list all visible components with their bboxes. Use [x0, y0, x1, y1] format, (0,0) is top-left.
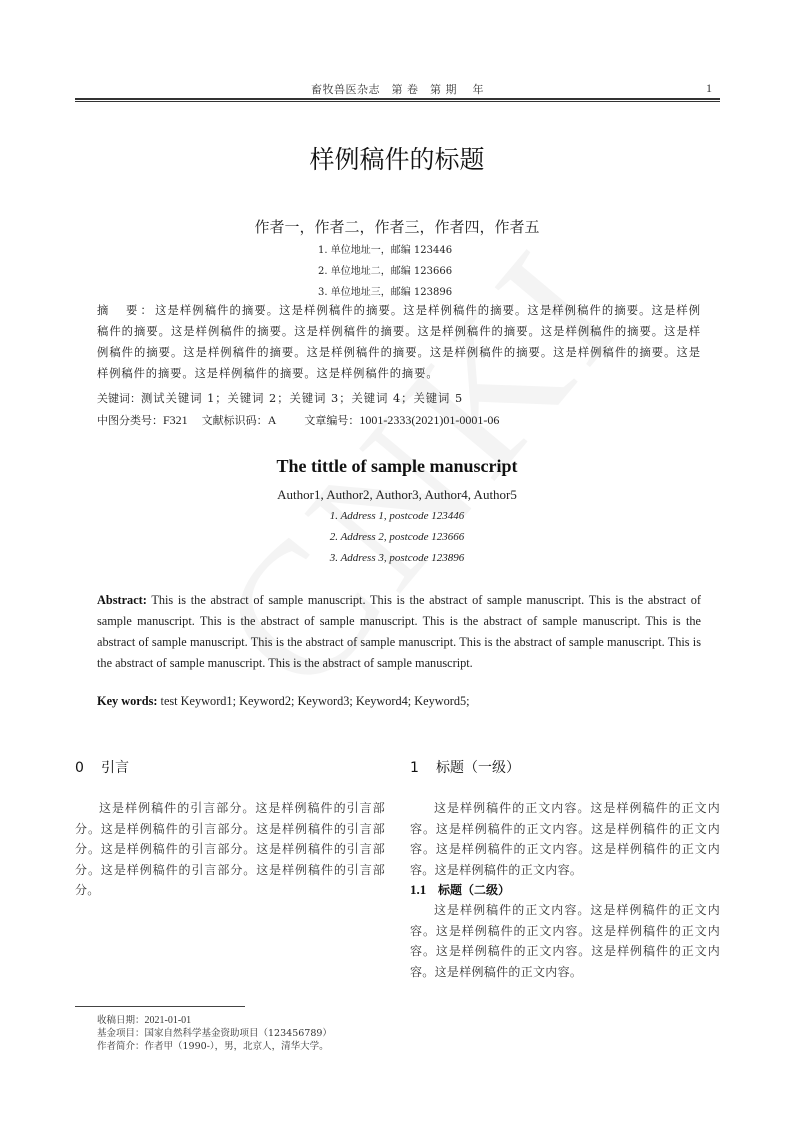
classification-value: F321: [163, 413, 188, 427]
cn-keywords: [97, 390, 463, 406]
cn-abstract-label: 摘 要：: [97, 304, 156, 317]
cn-keywords-label: 关键词：: [97, 392, 141, 405]
cn-abstract-text: 这是样例稿件的摘要。这是样例稿件的摘要。这是样例稿件的摘要。这是样例稿件的摘要。这是样例稿件的摘要。这是样例稿件的摘要。这是样例稿件的摘要。这是样例稿件的摘要。这是样例稿件的摘要。这是样例稿件的摘要。这是样例稿件的摘要。这是样例稿件的摘要。这是样例稿件的摘要。这是样例稿件的摘要。这是样例稿件的摘要。这是样例稿件的摘要。这是样例稿件的摘要。: [97, 304, 701, 380]
cn-affiliation: 3. 单位地址三，邮编 123896: [318, 287, 453, 298]
section-1-1-paragraph: 这是样例稿件的正文内容。这是样例稿件的正文内容。这是样例稿件的正文内容。这是样例稿件的正文内容。这是样例稿件的正文内容。这是样例稿件的正文内容。这是样例稿件的正文内容。: [410, 903, 720, 979]
page-number: 1: [706, 81, 712, 95]
en-keywords: [97, 694, 470, 709]
cn-affiliation: 2. 单位地址二，邮编 123666: [318, 266, 453, 277]
intro-paragraph: 这是样例稿件的引言部分。这是样例稿件的引言部分。这是样例稿件的引言部分。这是样例稿件的引言部分。这是样例稿件的引言部分。这是样例稿件的引言部分。这是样例稿件的引言部分。这是样例稿件的引言部分。: [75, 801, 385, 897]
en-affiliation: 2. Address 2, postcode 123666: [329, 531, 465, 543]
left-column: [75, 757, 385, 901]
cn-keywords-text: 测试关键词 1；关键词 2；关键词 3；关键词 4；关键词 5: [141, 392, 464, 405]
cn-affiliation: 1. 单位地址一，邮编 123446: [318, 245, 453, 256]
running-header: [75, 80, 720, 98]
footnotes: [97, 1014, 332, 1053]
section-heading-1: [410, 757, 720, 779]
fund-label: 基金项目：: [97, 1028, 145, 1039]
section-title: 引言: [101, 760, 129, 776]
fund-value: 国家自然科学基金资助项目（123456789）: [144, 1028, 332, 1039]
section-title: 标题（一级）: [436, 760, 520, 776]
article-no-value: 1001-2333(2021)01-0001-06: [359, 413, 500, 427]
received-date: [97, 1014, 332, 1027]
cn-abstract: [97, 300, 701, 384]
bio-value: 作者甲（1990-），男，北京人，清华大学。: [144, 1041, 329, 1052]
doc-code-value: A: [267, 413, 277, 427]
bio-label: 作者简介：: [97, 1041, 145, 1052]
en-affiliation: 3. Address 3, postcode 123896: [329, 552, 465, 564]
author-bio: [97, 1040, 332, 1053]
doc-code-label: 文献标识码：: [201, 414, 268, 427]
section-heading-1-1: [410, 880, 720, 900]
section-heading-intro: [75, 757, 385, 779]
section-number: 0: [75, 760, 84, 776]
footnote-rule: [75, 1006, 245, 1007]
right-column: [410, 757, 720, 982]
journal-info: 畜牧兽医杂志 第 卷 第 期 年: [311, 83, 484, 96]
en-keywords-text: test Keyword1; Keyword2; Keyword3; Keyword4; Keyword5;: [157, 694, 470, 708]
subsection-number: 1.1: [410, 882, 427, 897]
received-value: 2021-01-01: [144, 1015, 192, 1026]
article-no-label: 文章编号：: [304, 414, 360, 427]
fund-info: [97, 1027, 332, 1040]
cn-authors: 作者一，作者二，作者三，作者四，作者五: [254, 218, 540, 236]
en-affiliation: 1. Address 1, postcode 123446: [329, 510, 465, 522]
cn-title: 样例稿件的标题: [309, 145, 485, 174]
en-authors: Author1, Author2, Author3, Author4, Author5: [277, 487, 517, 502]
classification-label: 中图分类号：: [97, 414, 163, 427]
section-number: 1: [410, 760, 419, 776]
en-abstract: [97, 590, 701, 674]
header-rule: [75, 98, 720, 102]
subsection-title: 标题（二级）: [438, 883, 511, 897]
received-label: 收稿日期：: [97, 1015, 145, 1026]
en-abstract-text: This is the abstract of sample manuscript. This is the abstract of sample manuscript. This is the abstract of sample manuscript. This is the abstract of sample manuscript. This is the abstract of sample manuscript. This is the abstract of sample manuscript. This is the abstract of sample manuscript. This is the abstract of sample manuscript. This is the abstract of sample manuscript. This is the abstract of sample manuscript.: [97, 593, 701, 670]
en-abstract-label: Abstract:: [97, 593, 147, 607]
classification-line: [97, 412, 499, 428]
en-keywords-label: Key words:: [97, 694, 158, 708]
en-title: The tittle of sample manuscript: [276, 456, 518, 476]
section-1-paragraph: 这是样例稿件的正文内容。这是样例稿件的正文内容。这是样例稿件的正文内容。这是样例稿件的正文内容。这是样例稿件的正文内容。这是样例稿件的正文内容。这是样例稿件的正文内容。: [410, 801, 720, 877]
